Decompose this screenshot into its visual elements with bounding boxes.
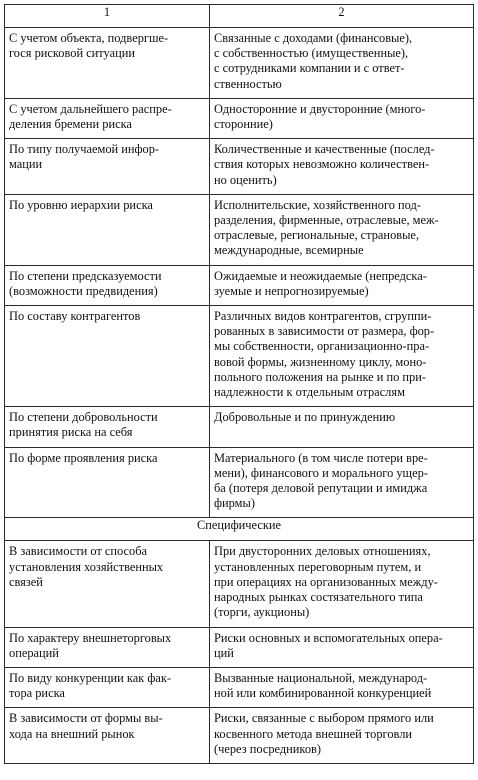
cell-text-line: По составу контрагентов: [9, 309, 141, 324]
classification-criterion-cell: [5, 541, 210, 627]
section-row: [5, 518, 474, 541]
cell-text-line: Материального (в том числе потери вре-: [214, 450, 428, 465]
cell-text-line: (торги, аукционы): [214, 605, 310, 620]
risk-types-cell: [210, 265, 474, 305]
cell-text-line: С учетом дальнейшего распре-: [9, 101, 172, 116]
cell-text-line: вовой формы, жизненному циклу, моно-: [214, 354, 427, 369]
risk-types-cell: [210, 708, 474, 764]
risk-types-cell: [210, 194, 474, 265]
cell-text-line: По типу получаемой инфор-: [9, 142, 160, 157]
cell-text-line: мы собственности, организационно-пра-: [214, 339, 430, 354]
cell-text-line: Ожидаемые и неожидаемые (непредска-: [214, 268, 427, 283]
risk-types-cell: [210, 627, 474, 667]
cell-text-line: связей: [9, 574, 43, 589]
section-title: Специфические: [5, 518, 474, 541]
cell-text-line: зуемые и непрогнозируемые): [214, 283, 369, 298]
cell-text-line: мени), финансового и морального ущер-: [214, 465, 428, 480]
risk-types-cell: [210, 28, 474, 99]
risk-types-cell: [210, 541, 474, 627]
cell-text-line: ной или комбинированной конкуренцией: [214, 686, 432, 701]
column-number-1: 1: [5, 5, 210, 28]
cell-text-line: По степени добровольности: [9, 410, 158, 425]
risk-types-cell: [210, 447, 474, 518]
cell-text-line: Риски, связанные с выбором прямого или: [214, 711, 434, 726]
classification-criterion-cell: [5, 265, 210, 305]
cell-text-line: При двусторонних деловых отношениях,: [214, 544, 431, 559]
cell-text-line: ба (потеря деловой репутации и имиджа: [214, 481, 428, 496]
cell-text-line: ственностью: [214, 76, 282, 91]
risk-classification-table: [4, 4, 474, 764]
cell-text-line: польного положения на рынке и по при-: [214, 369, 427, 384]
table-row: [5, 407, 474, 447]
cell-text-line: принятия риска на себя: [9, 425, 133, 440]
cell-text-line: гося рисковой ситуации: [9, 46, 135, 61]
cell-text-line: надлежности к отдельным отраслям: [214, 385, 405, 400]
classification-criterion-cell: [5, 407, 210, 447]
classification-criterion-cell: [5, 306, 210, 407]
classification-criterion-cell: [5, 98, 210, 138]
cell-text-line: В зависимости от формы вы-: [9, 711, 163, 726]
cell-text-line: установленных переговорным путем, и: [214, 559, 422, 574]
cell-text-line: Связанные с доходами (финансовые),: [214, 31, 413, 45]
cell-text-line: По виду конкуренции как фак-: [9, 670, 172, 685]
table-row: [5, 627, 474, 667]
cell-text-line: разделения, фирменные, отраслевые, меж-: [214, 213, 439, 228]
cell-text-line: Добровольные и по принуждению: [214, 410, 396, 425]
cell-text-line: По уровню иерархии риска: [9, 197, 153, 212]
classification-criterion-cell: [5, 667, 210, 707]
table-row: [5, 28, 474, 99]
cell-text-line: мации: [9, 157, 43, 172]
cell-text-line: народных рынках состязательного типа: [214, 590, 423, 605]
table-row: [5, 306, 474, 407]
cell-text-line: при операциях на организованных между-: [214, 574, 438, 589]
cell-text-line: С учетом объекта, подвергше-: [9, 31, 169, 45]
cell-text-line: По характеру внешнеторговых: [9, 630, 172, 645]
cell-text-line: тора риска: [9, 686, 65, 701]
cell-text-line: Исполнительские, хозяйственного под-: [214, 197, 421, 212]
cell-text-line: но оценить): [214, 172, 277, 187]
cell-text-line: ций: [214, 645, 234, 660]
table-row: [5, 139, 474, 195]
cell-text-line: (возможности предвидения): [9, 283, 158, 298]
cell-text-line: хода на внешний рынок: [9, 726, 135, 741]
cell-text-line: фирмы): [214, 496, 255, 511]
table-row: [5, 708, 474, 764]
cell-text-line: Риски основных и вспомогательных опера-: [214, 630, 443, 645]
classification-criterion-cell: [5, 708, 210, 764]
table-row: [5, 667, 474, 707]
header-row: [5, 5, 474, 28]
risk-types-cell: [210, 306, 474, 407]
cell-text-line: установления хозяйственных: [9, 559, 164, 574]
classification-criterion-cell: [5, 194, 210, 265]
risk-types-cell: [210, 98, 474, 138]
cell-text-line: В зависимости от способа: [9, 544, 148, 559]
risk-types-cell: [210, 139, 474, 195]
cell-text-line: операций: [9, 645, 59, 660]
cell-text-line: Односторонние и двусторонние (много-: [214, 101, 426, 116]
cell-text-line: Вызванные национальной, международ-: [214, 670, 428, 685]
cell-text-line: отраслевые, региональные, страновые,: [214, 228, 420, 243]
cell-text-line: Различных видов контрагентов, сгруппи-: [214, 309, 432, 324]
cell-text-line: По степени предсказуемости: [9, 268, 162, 283]
classification-criterion-cell: [5, 139, 210, 195]
classification-criterion-cell: [5, 627, 210, 667]
cell-text-line: с сотрудниками компании и с ответ-: [214, 61, 405, 76]
cell-text-line: с собственностью (имущественные),: [214, 46, 409, 61]
table-row: [5, 98, 474, 138]
cell-text-line: По форме проявления риска: [9, 450, 158, 465]
table-row: [5, 541, 474, 627]
column-number-2: 2: [210, 5, 474, 28]
classification-criterion-cell: [5, 28, 210, 99]
cell-text-line: международные, всемирные: [214, 243, 364, 258]
cell-text-line: (через посредников): [214, 741, 321, 756]
cell-text-line: косвенного метода внешней торговли: [214, 726, 413, 741]
cell-text-line: Количественные и качественные (послед-: [214, 142, 435, 157]
cell-text-line: деления бремени риска: [9, 117, 132, 132]
risk-types-cell: [210, 667, 474, 707]
table-row: [5, 265, 474, 305]
classification-criterion-cell: [5, 447, 210, 518]
risk-types-cell: [210, 407, 474, 447]
cell-text-line: сторонние): [214, 117, 273, 132]
table-row: [5, 447, 474, 518]
cell-text-line: ствия которых невозможно количествен-: [214, 157, 430, 172]
cell-text-line: рованных в зависимости от размера, фор-: [214, 324, 435, 339]
table-row: [5, 194, 474, 265]
